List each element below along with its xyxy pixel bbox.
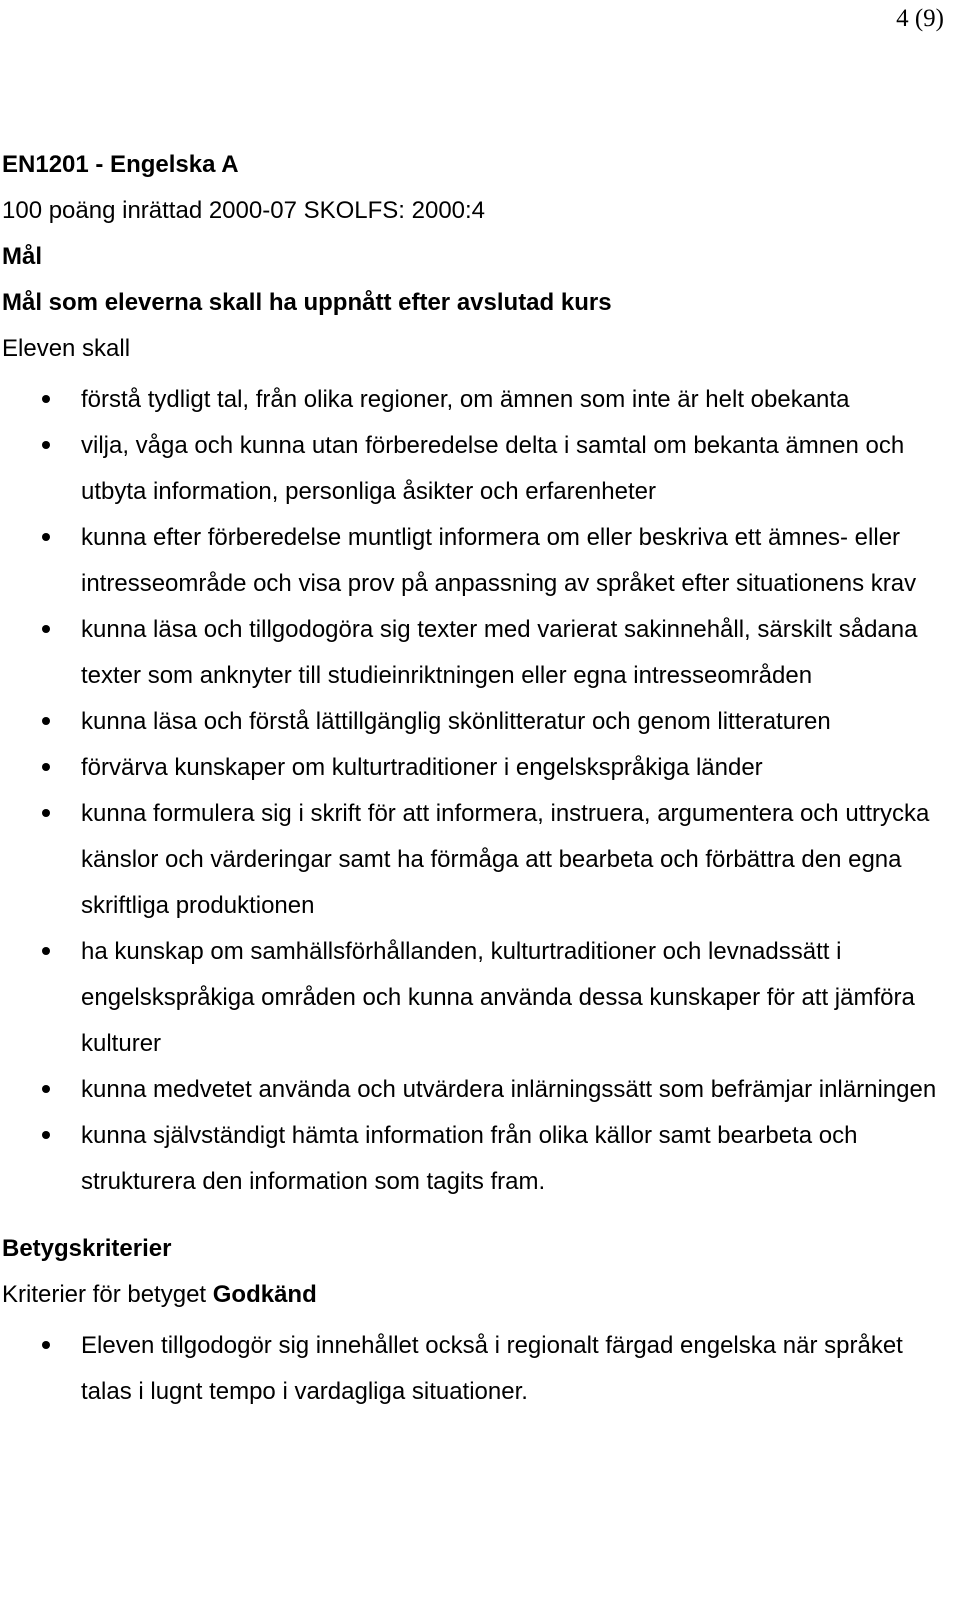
goals-intro: Eleven skall bbox=[2, 335, 131, 362]
list-item-text: kunna läsa och tillgodogöra sig texter med varierat sakinnehåll, särskilt sådana texter som anknyter till studieinriktningen eller egna intresseområden bbox=[81, 616, 918, 689]
list-item-text: förstå tydligt tal, från olika regioner, om ämnen som inte är helt obekanta bbox=[81, 386, 850, 413]
criteria-intro bbox=[2, 1277, 952, 1323]
bullet-icon bbox=[42, 763, 50, 771]
list-item bbox=[2, 1323, 941, 1415]
list-item-text: vilja, våga och kunna utan förberedelse delta i samtal om bekanta ämnen och utbyta information, personliga åsikter och erfarenheter bbox=[81, 432, 905, 505]
list-item-text: kunna läsa och förstå lättillgänglig skönlitteratur och genom litteraturen bbox=[81, 708, 831, 735]
section-spacer bbox=[2, 1205, 952, 1231]
list-item bbox=[2, 515, 941, 607]
goals-subheading: Mål som eleverna skall ha uppnått efter avslutad kurs bbox=[2, 289, 612, 316]
list-item-text: kunna formulera sig i skrift för att informera, instruera, argumentera och uttrycka känslor och värderingar samt ha förmåga att bearbeta och förbättra den egna skriftliga produktionen bbox=[81, 800, 930, 919]
list-item bbox=[2, 377, 941, 423]
list-item-text: ha kunskap om samhällsförhållanden, kulturtraditioner och levnadssätt i engelskspråkiga områden och kunna använda dessa kunskaper för att jämföra kulturer bbox=[81, 938, 915, 1057]
criteria-intro-prefix: Kriterier för betyget bbox=[2, 1281, 213, 1308]
list-item-text: kunna medvetet använda och utvärdera inlärningssätt som befrämjar inlärningen bbox=[81, 1076, 937, 1103]
bullet-icon bbox=[42, 717, 50, 725]
list-item bbox=[2, 929, 941, 1067]
bullet-icon bbox=[42, 1085, 50, 1093]
goals-list bbox=[2, 377, 952, 1205]
list-item bbox=[2, 1113, 941, 1205]
bullet-icon bbox=[42, 625, 50, 633]
bullet-icon bbox=[42, 395, 50, 403]
list-item bbox=[2, 745, 941, 791]
list-item-text: kunna efter förberedelse muntligt informera om eller beskriva ett ämnes- eller intresseområde och visa prov på anpassning av språket efter situationens krav bbox=[81, 524, 917, 597]
bullet-icon bbox=[42, 1131, 50, 1139]
document-body bbox=[2, 147, 952, 1415]
bullet-icon bbox=[42, 947, 50, 955]
list-item-text: kunna självständigt hämta information från olika källor samt bearbeta och strukturera den information som tagits fram. bbox=[81, 1122, 858, 1195]
bullet-icon bbox=[42, 809, 50, 817]
goals-heading: Mål bbox=[2, 243, 43, 270]
list-item bbox=[2, 699, 941, 745]
page-number: 4 (9) bbox=[896, 5, 944, 32]
list-item-text: förvärva kunskaper om kulturtraditioner i engelskspråkiga länder bbox=[81, 754, 763, 781]
bullet-icon bbox=[42, 441, 50, 449]
criteria-heading: Betygskriterier bbox=[2, 1235, 172, 1262]
bullet-icon bbox=[42, 1341, 50, 1349]
list-item bbox=[2, 791, 941, 929]
list-item-text: Eleven tillgodogör sig innehållet också i regionalt färgad engelska när språket talas i lugnt tempo i vardagliga situationer. bbox=[81, 1332, 903, 1405]
criteria-grade: Godkänd bbox=[212, 1281, 317, 1308]
bullet-icon bbox=[42, 533, 50, 541]
criteria-list bbox=[2, 1323, 952, 1415]
list-item bbox=[2, 607, 941, 699]
course-info: 100 poäng inrättad 2000-07 SKOLFS: 2000:4 bbox=[2, 197, 486, 224]
list-item bbox=[2, 1067, 941, 1113]
list-item bbox=[2, 423, 941, 515]
course-title: EN1201 - Engelska A bbox=[2, 151, 239, 178]
